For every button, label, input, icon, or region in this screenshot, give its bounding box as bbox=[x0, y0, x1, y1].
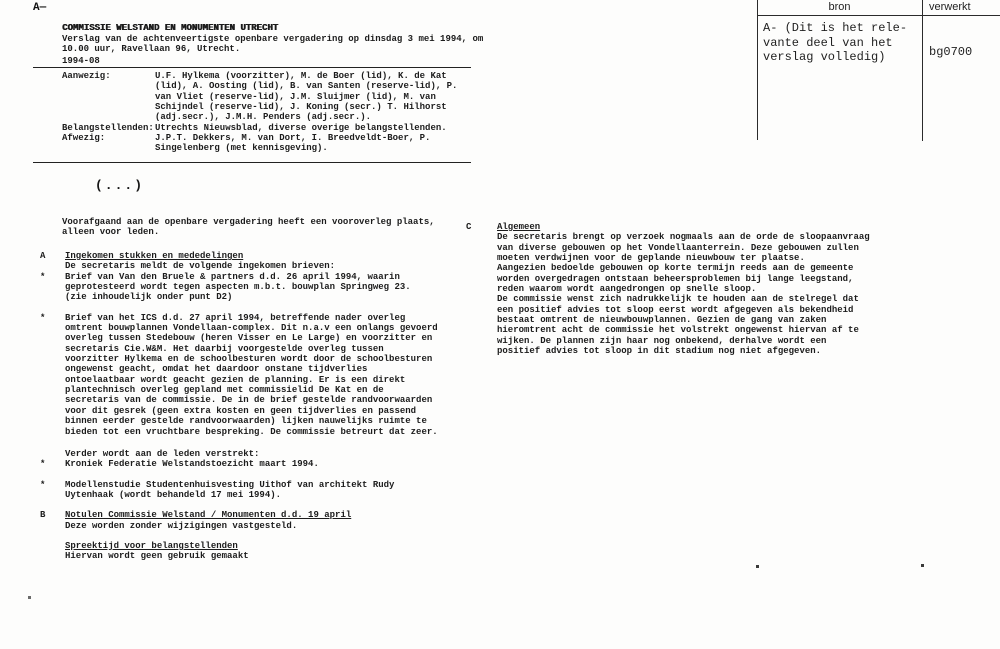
document-number: 1994-08 bbox=[62, 56, 100, 66]
meeting-description bbox=[62, 34, 483, 55]
section-body bbox=[65, 459, 319, 469]
text-line: alleen voor leden. bbox=[62, 227, 160, 238]
text-line: voor dit gesrek (geen extra kosten en geen tijdverlies en passend bbox=[65, 405, 417, 416]
section-body bbox=[65, 313, 438, 437]
text-line: geprotesteerd wordt tegen aspecten m.b.t. bouwplan Springweg 23. bbox=[65, 282, 411, 293]
stamp-table-header-rule bbox=[757, 15, 1000, 16]
text-line: bestaat omtrent de nieuwbouwplannen. Gezien de gang van zaken bbox=[497, 315, 827, 326]
stamp-table-column-divider bbox=[922, 0, 923, 141]
text-line: voorzitter Hylkema en de schoolbesturen wordt door de schoolbesturen bbox=[65, 354, 433, 365]
document-title: COMMISSIE WELSTAND EN MONUMENTEN UTRECHT bbox=[62, 23, 279, 33]
attendance-row bbox=[62, 123, 457, 133]
text-line: secretaris van de commissie. De in de brief gestelde randvoorwaarden bbox=[65, 395, 433, 406]
attendance-value bbox=[155, 71, 457, 123]
text-line: Modellenstudie Studentenhuisvesting Uithof van architekt Rudy bbox=[65, 479, 395, 490]
section-heading: Spreektijd voor belangstellenden bbox=[65, 540, 238, 551]
section-body bbox=[65, 251, 335, 272]
text-line: positief advies tot sloop in dit stadium nog niet afgegeven. bbox=[497, 346, 822, 357]
agenda-section bbox=[40, 510, 480, 531]
stamp-note bbox=[763, 21, 907, 65]
text-line: van Vliet (reserve-lid), J.M. Sluijmer (lid), M. van bbox=[155, 91, 436, 102]
section-body bbox=[65, 510, 351, 531]
text-line: vante deel van het bbox=[763, 35, 893, 50]
attendance-label: Belangstellenden: bbox=[62, 122, 154, 133]
text-line: Deze worden zonder wijzigingen vastgesteld. bbox=[65, 520, 298, 531]
text-line: binnen eerder gestelde randvoorwaarden) lijken nauwelijks ruimte te bbox=[65, 416, 427, 427]
agenda-section bbox=[40, 480, 480, 501]
text-line: De commissie wenst zich nadrukkelijk te houden aan de stelregel dat bbox=[497, 294, 859, 305]
scan-artifact-dot bbox=[756, 565, 759, 568]
section-marker: * bbox=[40, 271, 46, 282]
attendance-value bbox=[155, 133, 430, 154]
section-marker: B bbox=[40, 510, 46, 521]
text-line: Verslag van de achtenveertigste openbare vergadering op dinsdag 3 mei 1994, om bbox=[62, 34, 484, 44]
stamp-column-header-verwerkt: verwerkt bbox=[929, 1, 971, 13]
text-line: Kroniek Federatie Welstandstoezicht maart 1994. bbox=[65, 459, 319, 470]
attendance-block bbox=[62, 71, 457, 154]
agenda-section bbox=[40, 313, 480, 437]
text-line: (lid), A. Oosting (lid), B. van Santen (reserve-lid), P. bbox=[155, 81, 458, 92]
text-line: A- (Dit is het rele- bbox=[763, 21, 908, 35]
section-body bbox=[65, 541, 249, 562]
text-line: J.P.T. Dekkers, M. van Dort, I. Breedveldt-Boer, P. bbox=[155, 133, 431, 144]
attendance-row bbox=[62, 133, 457, 154]
text-line: (zie inhoudelijk onder punt D2) bbox=[65, 292, 233, 303]
agenda-section bbox=[40, 251, 480, 272]
scan-artifact-dot bbox=[921, 564, 924, 567]
text-line: omtrent bouwplannen Vondellaan-complex. Dit n.a.v een onlangs gevoerd bbox=[65, 323, 438, 334]
text-line: Hiervan wordt geen gebruik gemaakt bbox=[65, 551, 249, 562]
text-line: een positief advies tot sloop eerst wordt afgegeven als bekendheid bbox=[497, 304, 854, 315]
section-marker bbox=[40, 449, 65, 459]
text-line: secretaris Cie.W&M. Het daarbij voorgestelde overleg tussen bbox=[65, 343, 384, 354]
text-line: van diverse gebouwen op het Vondellaanterrein. Deze gebouwen zullen bbox=[497, 242, 859, 253]
section-body bbox=[65, 449, 259, 459]
text-line: wijken. De plannen zijn haar nog onbekend, derhalve wordt een bbox=[497, 335, 827, 346]
text-line: Aangezien bedoelde gebouwen op korte termijn reeds aan de gemeente bbox=[497, 263, 854, 274]
stamp-column-header-bron: bron bbox=[828, 1, 851, 13]
text-line: ontoelaatbaar wordt geacht gezien de planning. Er is een direkt bbox=[65, 374, 406, 385]
section-marker: C bbox=[466, 222, 472, 232]
section-body bbox=[497, 222, 870, 356]
text-line: Brief van Van den Bruele & partners d.d. 26 april 1994, waarin bbox=[65, 271, 400, 282]
section-marker: A bbox=[40, 251, 46, 261]
text-line: Voorafgaand aan de openbare vergadering heeft een vooroverleg plaats, bbox=[62, 217, 435, 227]
stamp-processed-code: bg0700 bbox=[929, 45, 973, 59]
text-line: worden overgedragen ontstaan beheersproblemen bij lange leegstand, bbox=[497, 273, 854, 284]
text-line: Verder wordt aan de leden verstrekt: bbox=[65, 448, 260, 459]
section-body bbox=[65, 272, 411, 303]
agenda-section bbox=[40, 272, 480, 303]
section-marker: * bbox=[40, 312, 46, 323]
section-heading: Notulen Commissie Welstand / Monumenten d.d. 19 april bbox=[65, 510, 352, 521]
text-line: U.F. Hylkema (voorzitter), M. de Boer (lid), K. de Kat bbox=[155, 71, 447, 81]
scan-artifact-dot bbox=[28, 596, 31, 599]
text-line: De secretaris meldt de volgende ingekomen brieven: bbox=[65, 261, 336, 272]
text-line: reden waarom wordt aangedrongen op snelle sloop. bbox=[497, 284, 757, 295]
text-line: Brief van het ICS d.d. 27 april 1994, betreffende nader overleg bbox=[65, 312, 406, 323]
text-line: ongewenst geacht, omdat het daardoor onstane tijdverlies bbox=[65, 364, 368, 375]
horizontal-rule-bottom bbox=[33, 162, 471, 163]
agenda-section bbox=[40, 459, 480, 469]
text-line: bieden tot een vruchtbare bespreking. De commissie betreurt dat zeer. bbox=[65, 426, 438, 437]
section-heading: Algemeen bbox=[497, 222, 541, 232]
text-line: Utrechts Nieuwsblad, diverse overige belangstellenden. bbox=[155, 122, 447, 133]
text-line: hieromtrent acht de commissie het volstrekt ongewenst hiervan af te bbox=[497, 325, 859, 336]
right-column-sections bbox=[466, 222, 896, 356]
left-column-sections bbox=[40, 251, 480, 562]
attendance-label: Afwezig: bbox=[62, 133, 106, 144]
text-line: Uytenhaak (wordt behandeld 17 mei 1994). bbox=[65, 489, 282, 500]
ellipsis-mark: (...) bbox=[95, 178, 145, 193]
text-line: De secretaris brengt op verzoek nogmaals aan de orde de sloopaanvraag bbox=[497, 232, 870, 243]
text-line: plantechnisch overleg gepland met commissielid De Kat en de bbox=[65, 385, 384, 396]
text-line: overleg tussen Stedebouw (heren Visser en Le Large) en voorzitter en bbox=[65, 333, 433, 344]
agenda-section bbox=[466, 222, 896, 356]
stamp-table-left-border bbox=[757, 0, 758, 140]
horizontal-rule-top bbox=[33, 67, 471, 68]
section-body bbox=[65, 480, 394, 501]
attendance-label: Aanwezig: bbox=[62, 71, 111, 81]
section-marker: * bbox=[40, 479, 46, 490]
section-marker bbox=[40, 541, 65, 562]
intro-paragraph bbox=[62, 217, 435, 238]
text-line: moeten verdwijnen voor de geplande nieuwbouw ter plaatse. bbox=[497, 253, 805, 264]
text-line: Schijndel (reserve-lid), J. Koning (secr.) T. Hilhorst bbox=[155, 102, 447, 113]
text-line: Singelenberg (met kennisgeving). bbox=[155, 143, 328, 154]
text-line: 10.00 uur, Ravellaan 96, Utrecht. bbox=[62, 44, 241, 55]
text-line: (adj.secr.), J.M.H. Penders (adj.secr.). bbox=[155, 112, 372, 123]
section-heading: Ingekomen stukken en mededelingen bbox=[65, 251, 244, 261]
margin-mark: A— bbox=[33, 2, 47, 14]
attendance-row bbox=[62, 71, 457, 123]
section-marker: * bbox=[40, 459, 46, 470]
agenda-section bbox=[40, 449, 480, 459]
attendance-value bbox=[155, 123, 447, 133]
agenda-section bbox=[40, 541, 480, 562]
text-line: verslag volledig) bbox=[763, 50, 886, 64]
